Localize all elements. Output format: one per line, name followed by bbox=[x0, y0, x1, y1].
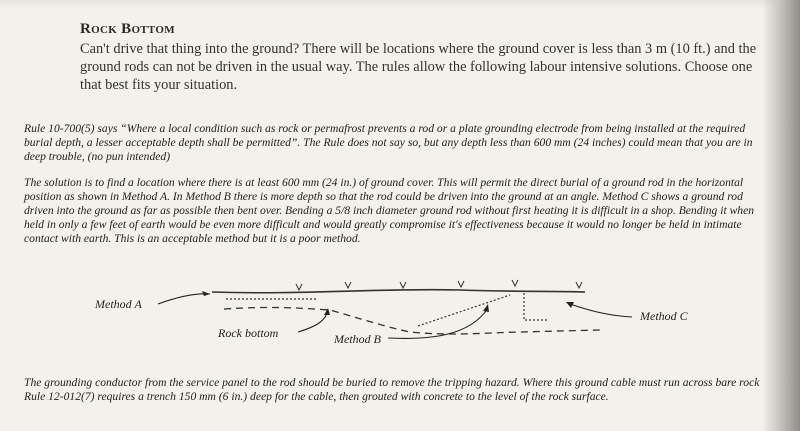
rock-bottom-arrow bbox=[298, 310, 328, 332]
grass-marks bbox=[296, 280, 582, 290]
rock-bottom-label: Rock bottom bbox=[218, 326, 279, 340]
section-heading: Rock Bottom bbox=[80, 21, 175, 37]
grounding-methods-diagram bbox=[0, 262, 800, 370]
ground-surface-line bbox=[212, 290, 585, 293]
footer-paragraph: The grounding conductor from the service panel to the rod should be buried to remove the tripping hazard. Where this ground cable must run across bare rock Rule 12-012(7) requires a trench 150 mm (6 in.) deep for the cable, then grouted with concrete to the level of the rock surface. bbox=[24, 376, 760, 403]
method-a-arrow bbox=[158, 294, 210, 304]
rock-bottom-line bbox=[224, 307, 600, 334]
method-b-rod bbox=[418, 295, 510, 326]
method-b-arrowhead bbox=[483, 304, 489, 312]
method-b-label: Method B bbox=[334, 332, 381, 346]
intro-paragraph: Can't drive that thing into the ground? There will be locations where the ground cover is less than 3 m (10 ft.) and the ground rods can not be driven in the usual way. The rules allow the following labour intensive solutions. Choose one that best fits your situation. bbox=[80, 41, 757, 93]
method-c-arrow bbox=[570, 304, 632, 317]
top-strip bbox=[0, 0, 800, 8]
solution-paragraph: The solution is to find a location where there is at least 600 mm (24 in.) of ground cover. This will permit the direct burial of a ground rod in the horizontal position as shown in Method A. In Method B there is more depth so that the rod could be driven into the ground at an angle. Method C shows a ground rod driven into the ground as far as possible then bent over. Bending a 5/8 inch diameter ground rod without first heating it is difficult in a shop. Bending it when held in only a few feet of earth would be even more difficult and would greatly compromise it's effectiveness because it would no longer be held in intimate contact with earth. This is an acceptable method but it is a poor method. bbox=[24, 176, 755, 245]
rule-paragraph: Rule 10-700(5) says “Where a local condition such as rock or permafrost prevents a rod or a plate grounding electrode from being installed at the required burial depth, a lesser acceptable depth shall be permitted”. The Rule does not say so, but any depth less than 600 mm (24 inches) could mean that you are in deep trouble, (no pun intended) bbox=[24, 122, 753, 163]
method-c-label: Method C bbox=[640, 309, 688, 323]
method-c-rod bbox=[524, 293, 548, 320]
page-edge-shadow bbox=[762, 0, 800, 431]
method-a-label: Method A bbox=[95, 297, 142, 311]
